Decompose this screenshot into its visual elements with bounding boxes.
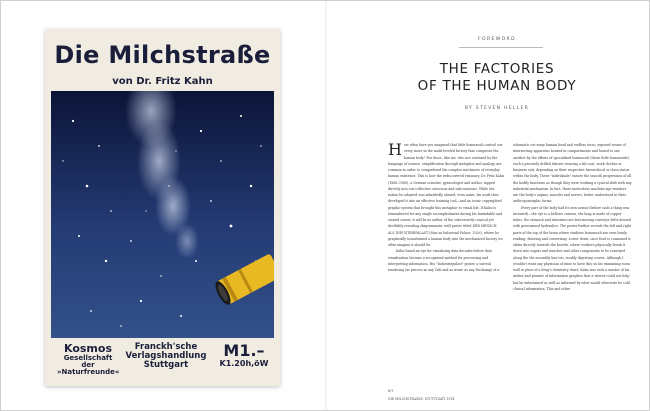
cover-title: Die Milchstraße (54, 41, 271, 69)
paragraph (388, 142, 504, 248)
publisher-franckh (125, 343, 207, 370)
cover-price (213, 343, 275, 368)
cover-price-mark: M1.– (223, 341, 265, 360)
chapter-title-line-2: OF THE HUMAN BODY (417, 78, 577, 94)
section-label: FOREWORD (478, 37, 516, 42)
book-cover (45, 29, 280, 386)
drop-cap: H (388, 140, 402, 159)
publisher-kosmos-line-3: »Naturfreunde« (57, 368, 120, 377)
publisher-kosmos-line-2: Gesellschaft der (63, 353, 113, 369)
publisher-franckh-line-2: Verlagshandlung (125, 350, 207, 361)
publisher-franckh-line-1: Franckh'sche (134, 342, 198, 352)
body-column-right (513, 142, 632, 292)
paragraph: schematic cut-away human head and endless torso, exposed rooms of intersecting apparatus housed in compartments and honed to one another by the efforts of specialized homunculi (those little humanoids), each a precisely drilled laborer wearing a lab coat, work clothes or business suit, depending on their respective hierarchical or class status within the body. These "individuals" ensure the smooth progression of all the bodily functions as though they were working a cynical shift with any industrial mechanism. In fact, these meticulous machine age wonders are the body's organs, muscles and nerves, better understood in their anthropomorphic forms. (513, 143, 632, 204)
paragraph: Every part of the body had its own avatar (before such a thing was invented)—the eye is a bellows camera, the lung is made of copper tubes, the stomach and intestines are fast-moving conveyor belts doused with pressurized hydraulics. The poster further reveals the left and right parts of the top of the brain where studious homunculi are seen busily reading, drawing and conversing. Lower down, once food is consumed it slides directly towards the bowels, where workers physically break it down into sugars and starches and other components to be conveyed along the the assembly line too, readily digesting course. Although I wouldn't want any physician of mine to have this on his examining room wall in place of a drug's chemistry chart, Kahn was such a master of his métier and pioneer of information graphics that a viewer could not help but be entertained as well as informed by what would otherwise be cold, clinical information. This and other (513, 205, 631, 291)
image-credit: DIE MILCHSTRASSE, STUTTGART 1914 (388, 397, 455, 401)
publisher-franckh-line-3: Stuttgart (143, 359, 189, 370)
byline: BY STEVEN HELLER (464, 106, 530, 111)
publisher-kosmos-name: Kosmos (63, 342, 112, 355)
chapter-title (345, 61, 649, 95)
chapter-title-line-1: THE FACTORIES (439, 61, 555, 77)
paragraph: Kahn found an eye for visualizing data decades before data visualization became a recognized method for processing and interpreting information. His "Industriepalast" poster, a surreal rendering (as precise as any Dali and as ironic as any Duchamp) of a (388, 249, 500, 272)
paragraph-text: ow often have you imagined that little homunculi control our every move in the multi-leveled factory that comprises the human body? For those, like me, who are confused by the language of science, simplification through metaphor and analogy are common in order to comprehend the complex mechanics of everyday human existence. This is how the rediscovered visionary, Dr. Fritz Kahn (1888–1968), a German scientist, gynecologist and author, tapped directly into our collective conscious and subconscious. While the notion he adopted was admittedly absurd, even naive, his work then developed it into an effective learning tool—and an iconic copyrighted graphic system that brought this metaphor to visual life. If Kahn is remembered for any single accomplishment during his formidable and storied career, it will be as author of the subversively comical yet devilishly revealing diagrammatic wall poster titled DER MENSCH ALS INDUSTRIEPALAST (Man as Industrial Palace, 1926), where he graphically transformed a human body into the mechanized factory we often imagine it should be. (388, 143, 504, 247)
section-divider (459, 47, 543, 48)
page-number: 6/7 (388, 389, 394, 393)
cover-price-alt: K1.20h,öW (219, 358, 269, 368)
body-column-left (388, 142, 504, 273)
book-gutter (325, 1, 327, 410)
publisher-kosmos (57, 343, 119, 377)
cover-author: von Dr. Fritz Kahn (112, 76, 213, 87)
night-sky-illustration (51, 91, 274, 338)
